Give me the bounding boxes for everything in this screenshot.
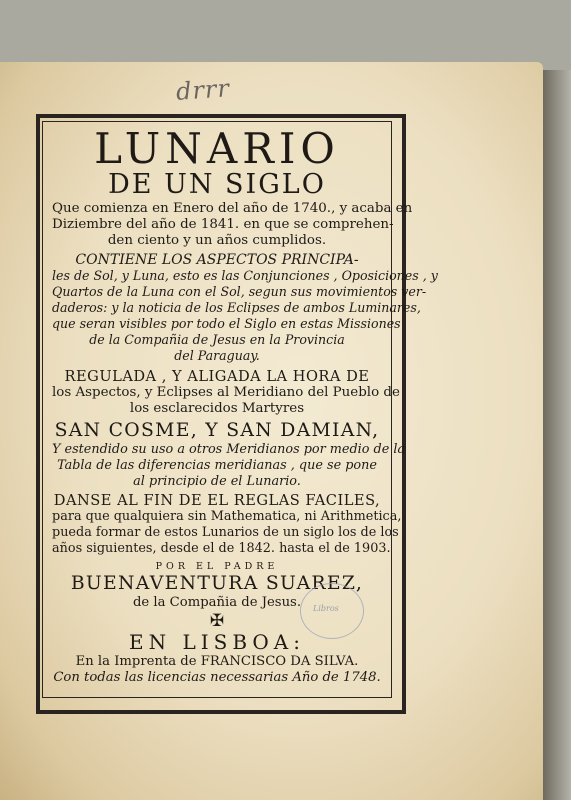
text-line: les de Sol, y Luna, esto es las Conjunciones , Oposiciones , y [52, 268, 438, 283]
text-line: para que qualquiera sin Mathematica, ni Arithmetica, [52, 509, 402, 524]
imprint-license: Con todas las licencias necessarias Año de 1748. [53, 670, 381, 685]
paragraph-regulation [52, 368, 400, 417]
text-line: CONTIENE LOS ASPECTOS PRINCIPA- [75, 252, 359, 268]
text-line: Que comienza en Enero del año de 1740., y acaba en [52, 201, 413, 216]
paragraph-contents [52, 252, 438, 364]
paragraph-period [52, 201, 413, 249]
text-line: los Aspectos, y Eclipses al Meridiano del Pueblo de [52, 385, 400, 400]
text-line: Diziembre del año de 1841. en que se comprehen- [52, 217, 394, 232]
book-subtitle: DE UN SIGLO [108, 169, 326, 200]
byline: POR EL PADRE [155, 561, 279, 572]
text-line: pueda formar de estos Lunarios de un siglo los de los [52, 525, 399, 540]
paragraph-meridians [52, 442, 406, 490]
text-line: den ciento y un años cumplidos. [107, 233, 327, 248]
text-line: Tabla de las diferencias meridianas , que se pone [57, 458, 377, 473]
text-line: los esclarecidos Martyres [129, 401, 305, 416]
text-line: al principio de el Lunario. [133, 474, 301, 489]
text-line: Y estendido su uso a otros Meridianos por medio de la [52, 442, 406, 457]
author-affiliation: de la Compañia de Jesus. [132, 595, 302, 610]
cross-ornament: ✠ [209, 611, 225, 631]
text-line: de la Compañia de Jesus en la Provincia [89, 332, 345, 347]
text-line: DANSE AL FIN DE EL REGLAS FACILES, [53, 492, 381, 509]
handwritten-note: drrr [175, 74, 231, 106]
stamp-text: Libros [313, 604, 339, 613]
library-stamp [300, 583, 364, 639]
paragraph-rules [52, 492, 402, 557]
text-line: años siguientes, desde el de 1842. hasta el de 1903. [52, 541, 391, 556]
text-line: REGULADA , Y ALIGADA LA HORA DE [64, 368, 370, 385]
author-name: BUENAVENTURA SUAREZ, [70, 573, 364, 594]
book-title: LUNARIO [94, 124, 340, 173]
text-line: daderos: y la noticia de los Eclipses de ambos Luminares, [52, 300, 421, 315]
imprint-city: EN LISBOA: [129, 630, 305, 654]
text-line: Quartos de la Luna con el Sol, segun sus movimientos ver- [52, 284, 427, 299]
text-line: del Paraguay. [174, 348, 260, 363]
book-edge-shadow [543, 70, 571, 800]
saints-line: SAN COSME, Y SAN DAMIAN, [54, 420, 380, 441]
text-line: que seran visibles por todo el Siglo en estas Missiones [52, 316, 401, 331]
imprint-printer: En la Imprenta de FRANCISCO DA SILVA. [75, 654, 359, 669]
